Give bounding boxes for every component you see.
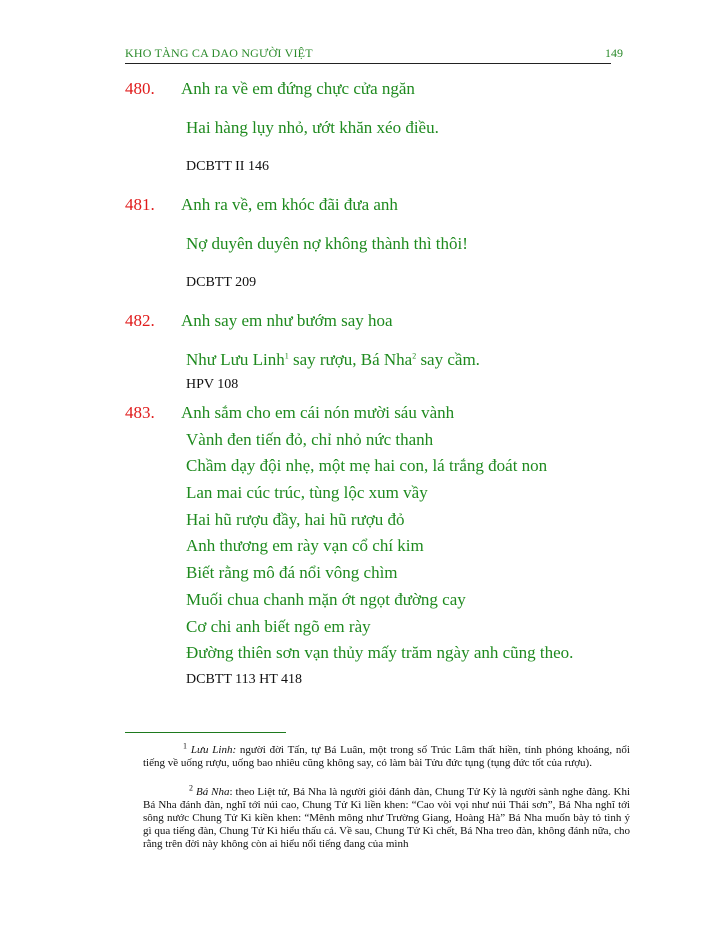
footnote-text: : theo Liệt tử, Bá Nha là người giỏi đánh đàn, Chung Tử Kỳ là người sành nghe đàng. Khi Bá Nha đánh đàn, nghĩ tới núi cao, Chung Tử Kì liền khen: “Cao vòi vọi như núi Thái sơn”, Bá Nha nghĩ tới sông nước Chung Tử Kì kiền khen: “Mênh mông như Trường Giang, Hoàng Hà” Bá Nha muốn bày tỏ tình ý gì qua tiếng đàn, Chung Tử Kì hiểu thấu cả. Về sau, Chung Tử Kì chết, Bá Nha treo đàn, không đánh nữa, cho rằng trên đời này không còn ai hiểu nổi tiếng đang của mình [143,786,631,850]
header-divider [125,63,611,64]
footnote-divider [125,732,286,733]
verse-line: Lan mai cúc trúc, tùng lộc xum vầy [186,483,428,502]
source-citation: DCBTT 209 [186,275,257,290]
footnote-marker: 2 [189,783,193,793]
running-header-title: KHO TÀNG CA DAO NGƯỜI VIỆT [125,46,313,60]
verse-line: Cơ chi anh biết ngõ em rày [186,617,371,636]
footnote-2 [143,783,631,851]
verse-line: Muối chua chanh mặn ớt ngọt đường cay [186,590,466,609]
entry-number: 480. [125,79,155,98]
verse-line: Anh ra về, em khóc đãi đưa anh [181,195,398,214]
footnote-ref: 2 [412,351,417,361]
verse-text: say cầm. [416,350,480,369]
footnote-ref: 1 [284,351,289,361]
entry-number: 482. [125,311,155,330]
source-citation: DCBTT II 146 [186,159,269,174]
verse-line [186,350,480,370]
footnote-term: Bá Nha [195,786,230,798]
source-citation: DCBTT 113 HT 418 [186,672,303,687]
verse-line: Hai hàng lụy nhỏ, ướt khăn xéo điều. [186,118,439,137]
verse-line: Nợ duyên duyên nợ không thành thì thôi! [186,234,468,253]
footnote-term: Lưu Linh: [190,744,237,756]
verse-line: Anh ra về em đứng chực cửa ngăn [181,79,415,98]
entry-number: 483. [125,403,155,422]
verse-line: Chầm dạy đội nhẹ, một mẹ hai con, lá trắng đoát non [186,456,548,475]
source-citation: HPV 108 [186,377,239,392]
page-number: 149 [605,46,623,60]
verse-line: Hai hũ rượu đầy, hai hũ rượu đỏ [186,510,405,529]
verse-line: Vành đen tiến đỏ, chỉ nhỏ nức thanh [186,430,434,449]
verse-line: Đường thiên sơn vạn thủy mấy trăm ngày anh cũng theo. [186,643,574,662]
verse-line: Anh sắm cho em cái nón mười sáu vành [181,403,455,422]
footnote-text: người đời Tấn, tự Bá Luân, một trong số Trúc Lâm thất hiền, tính phóng khoáng, nổi tiếng về uống rượu, uống bao nhiêu cũng không say, có làm bài Tửu đức tụng (tụng đức tốt của rượu). [143,744,630,769]
verse-line: Biết rằng mô đá nổi vông chìm [186,563,398,582]
footnote-1 [143,741,630,770]
verse-text: say rượu, Bá Nha [288,350,413,369]
footnote-marker: 1 [183,741,187,751]
entry-number: 481. [125,195,155,214]
verse-text: Như Lưu Linh [186,350,285,369]
verse-line: Anh thương em rày vạn cổ chí kim [186,536,424,555]
verse-line: Anh say em như bướm say hoa [181,311,393,330]
